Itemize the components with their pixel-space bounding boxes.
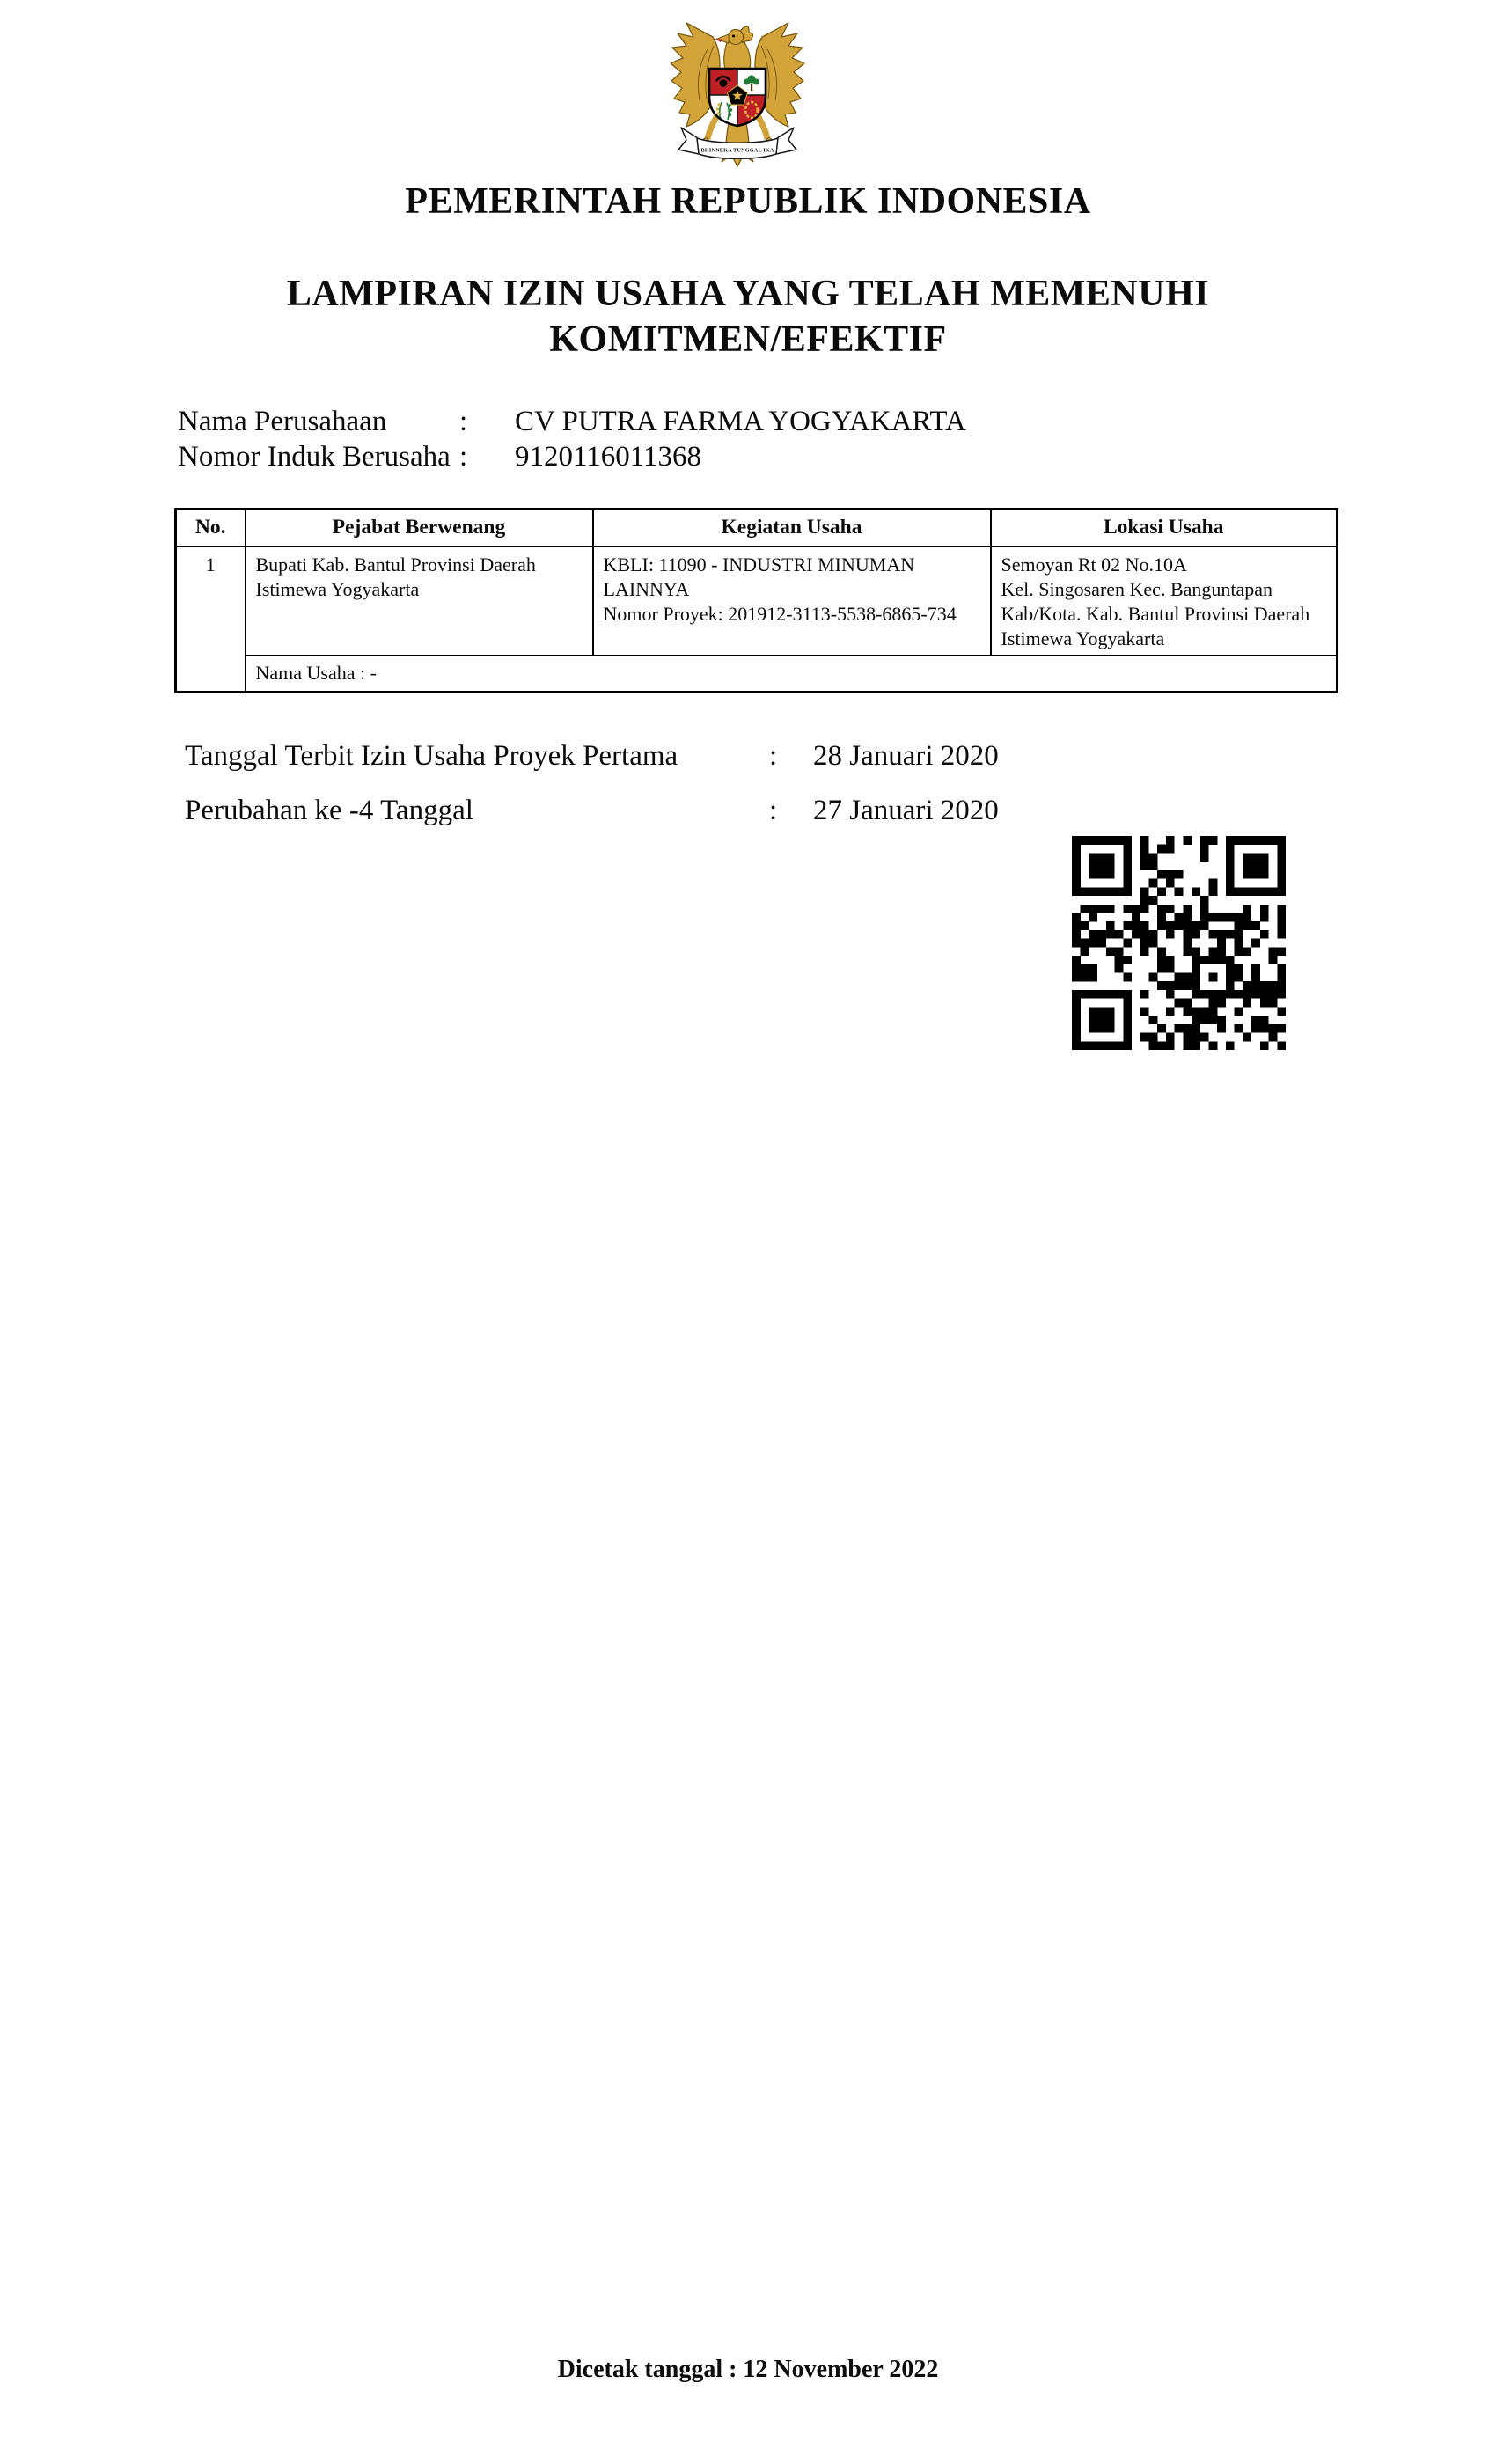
company-name-label: Nama Perusahaan [178, 406, 387, 437]
colon-separator: : [459, 441, 468, 473]
document-title-line2: KOMITMEN/EFEKTIF [549, 319, 947, 360]
change-date-row [185, 793, 1241, 828]
document-title-line1: LAMPIRAN IZIN USAHA YANG TELAH MEMENUHI [286, 274, 1210, 314]
first-issue-date-row [185, 738, 1241, 774]
head [729, 30, 744, 45]
nib-label: Nomor Induk Berusaha [178, 441, 451, 473]
nib-value: 9120116011368 [515, 441, 702, 473]
document-title [0, 271, 1496, 363]
beak [716, 34, 729, 43]
colon-separator: : [459, 406, 468, 437]
motto-text: BHINNEKA TUNGGAL IKA [700, 147, 774, 154]
government-title: PEMERINTAH REPUBLIK INDONESIA [405, 181, 1091, 222]
license-dates [185, 738, 1241, 828]
header-no: No. [176, 510, 246, 546]
company-name-row [178, 404, 1146, 439]
change-date-value: 27 Januari 2020 [813, 795, 999, 826]
table-header-row [176, 510, 1338, 546]
printed-date: Dicetak tanggal : 12 November 2022 [557, 2356, 939, 2383]
eye [732, 35, 735, 38]
table-row [176, 546, 1338, 656]
garuda-pancasila-emblem [671, 11, 808, 171]
change-date-label: Perubahan ke -4 Tanggal [185, 795, 473, 826]
company-name-value: CV PUTRA FARMA YOGYAKARTA [515, 406, 966, 437]
colon-separator: : [769, 795, 778, 826]
first-issue-date-label: Tanggal Terbit Izin Usaha Proyek Pertama [185, 740, 678, 772]
header-pejabat-berwenang: Pejabat Berwenang [246, 510, 593, 546]
license-table [174, 508, 1338, 693]
qr-code [1072, 836, 1286, 1050]
first-issue-date-value: 28 Januari 2020 [813, 740, 999, 772]
cell-nama-usaha: Nama Usaha : - [246, 656, 1338, 693]
nib-row [178, 439, 1146, 474]
header-lokasi-usaha: Lokasi Usaha [991, 510, 1338, 546]
cell-no: 1 [176, 546, 246, 693]
cell-kegiatan-usaha: KBLI: 11090 - INDUSTRI MINUMAN LAINNYA Nomor Proyek: 201912-3113-5538-6865-734 [593, 546, 991, 656]
cell-lokasi-usaha: Semoyan Rt 02 No.10A Kel. Singosaren Kec. Banguntapan Kab/Kota. Kab. Bantul Provinsi Daerah Istimewa Yogyakarta [991, 546, 1338, 656]
cell-pejabat-berwenang: Bupati Kab. Bantul Provinsi Daerah Istimewa Yogyakarta [246, 546, 593, 656]
colon-separator: : [769, 740, 778, 772]
nama-usaha-row [176, 656, 1338, 693]
company-info [178, 404, 1146, 474]
header-kegiatan-usaha: Kegiatan Usaha [593, 510, 991, 546]
